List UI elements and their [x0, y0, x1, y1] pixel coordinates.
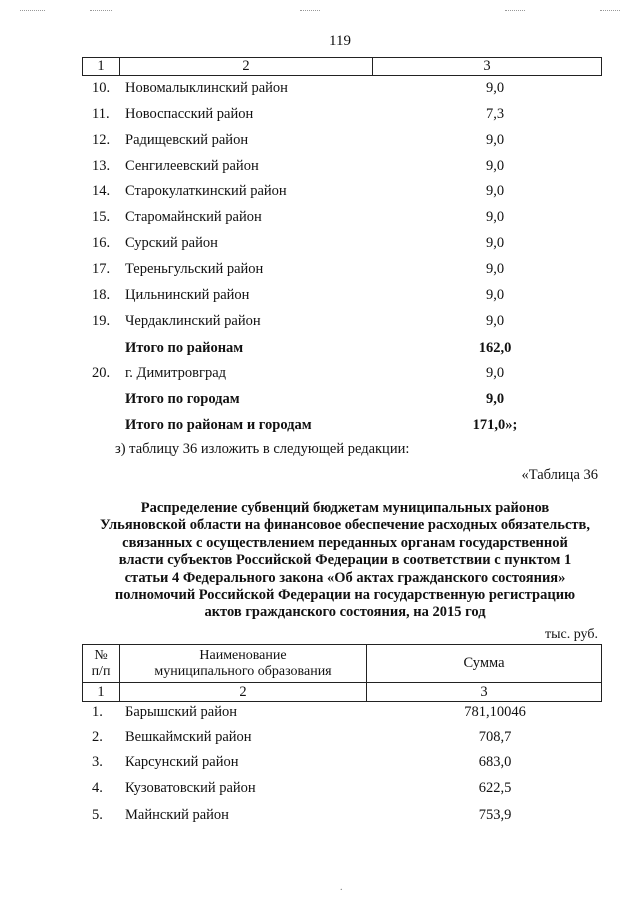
- row-value: 9,0: [485, 391, 505, 407]
- row-value: 622,5: [478, 780, 512, 796]
- row-value: 781,10046: [464, 704, 526, 720]
- table-row: [0, 259, 640, 279]
- row-value: 9,0: [485, 183, 505, 199]
- row-number: 13.: [92, 158, 111, 174]
- row-name: Сурский район: [125, 235, 218, 251]
- row-number: 10.: [92, 80, 111, 96]
- title-line: Ульяновской области на финансовое обеспечение расходных обязательств,: [100, 517, 590, 534]
- row-name: Чердаклинский район: [125, 313, 261, 329]
- row-value: 9,0: [485, 80, 505, 96]
- row-name: Итого по районам и городам: [125, 417, 312, 433]
- row-value: 9,0: [485, 132, 505, 148]
- row-value: 7,3: [485, 106, 505, 122]
- table-row: [0, 338, 640, 358]
- row-name: Карсунский район: [125, 754, 239, 770]
- row-name: Сенгилеевский район: [125, 158, 259, 174]
- row-name: Кузоватовский район: [125, 780, 256, 796]
- table-row: [0, 727, 640, 747]
- table-row: [0, 78, 640, 98]
- title-line: актов гражданского состояния, на 2015 год: [204, 604, 486, 621]
- row-name: Итого по городам: [125, 391, 240, 407]
- row-name: Майнский район: [125, 807, 229, 823]
- row-name: Вешкаймский район: [125, 729, 252, 745]
- table-row: [0, 311, 640, 331]
- table-row: [0, 233, 640, 253]
- table2-col-number: 1: [83, 683, 120, 702]
- row-value: 9,0: [485, 313, 505, 329]
- row-name: Цильнинский район: [125, 287, 250, 303]
- row-name: Итого по районам: [125, 340, 244, 356]
- title-line: полномочий Российской Федерации на государственную регистрацию: [114, 587, 576, 604]
- table1-col-number: 1: [83, 58, 120, 76]
- row-name: Тереньгульский район: [125, 261, 264, 277]
- table-row: [0, 415, 640, 435]
- scan-artifact: [90, 10, 112, 11]
- scan-artifact: [300, 10, 320, 11]
- row-name: Новомалыклинский район: [125, 80, 288, 96]
- page-number: 119: [329, 33, 351, 49]
- row-name: Старокулаткинский район: [125, 183, 287, 199]
- table-title: [60, 500, 630, 622]
- row-number: 12.: [92, 132, 111, 148]
- header-name-cell: Наименование муниципального образования: [120, 645, 367, 683]
- row-number: 19.: [92, 313, 111, 329]
- row-number: 17.: [92, 261, 111, 277]
- row-name: Старомайнский район: [125, 209, 262, 225]
- row-value: 9,0: [485, 365, 505, 381]
- row-number: 1.: [92, 704, 103, 720]
- scan-speck: .: [340, 882, 343, 893]
- table1-col-number: 3: [373, 58, 602, 76]
- row-value: 171,0»;: [472, 417, 518, 433]
- title-line: статьи 4 Федерального закона «Об актах гражданского состояния»: [124, 569, 566, 586]
- row-value: 162,0: [478, 340, 512, 356]
- table-row: [0, 104, 640, 124]
- row-value: 9,0: [485, 209, 505, 225]
- table-row: [0, 181, 640, 201]
- row-number: 18.: [92, 287, 111, 303]
- row-value: 9,0: [485, 235, 505, 251]
- table1-header: [82, 57, 602, 76]
- row-name: Радищевский район: [125, 132, 249, 148]
- row-name: Барышский район: [125, 704, 237, 720]
- title-line: связанных с осуществлением переданных органам государственной: [122, 534, 568, 551]
- table-row: [0, 389, 640, 409]
- row-number: 16.: [92, 235, 111, 251]
- table-row: [0, 156, 640, 176]
- units-label: тыс. руб.: [545, 627, 598, 642]
- title-line: Распределение субвенций бюджетам муниципальных районов: [140, 500, 550, 516]
- row-number: 4.: [92, 780, 103, 796]
- header-sum-cell: Сумма: [367, 645, 602, 683]
- row-value: 683,0: [478, 754, 512, 770]
- row-name: Новоспасский район: [125, 106, 254, 122]
- table-row: [0, 752, 640, 772]
- row-number: 15.: [92, 209, 111, 225]
- row-value: 753,9: [478, 807, 512, 823]
- table-label: «Таблица 36: [521, 467, 598, 483]
- scan-artifact: [600, 10, 620, 11]
- header-number-cell: № п/п: [83, 645, 120, 683]
- row-number: 2.: [92, 729, 103, 745]
- row-number: 20.: [92, 365, 111, 381]
- scan-artifact: [20, 10, 45, 11]
- row-value: 9,0: [485, 287, 505, 303]
- row-value: 9,0: [485, 261, 505, 277]
- table1-col-number: 2: [120, 58, 373, 76]
- table2-col-number: 3: [367, 683, 602, 702]
- table2-col-number: 2: [120, 683, 367, 702]
- row-number: 14.: [92, 183, 111, 199]
- table-row: [0, 207, 640, 227]
- title-line: власти субъектов Российской Федерации в соответствии с пунктом 1: [118, 552, 572, 569]
- row-value: 9,0: [485, 158, 505, 174]
- row-number: 5.: [92, 807, 103, 823]
- table-row: [0, 363, 640, 383]
- table-row: [0, 285, 640, 305]
- table-row: [0, 778, 640, 798]
- table-row: [0, 805, 640, 825]
- table2-header: [82, 644, 602, 702]
- row-value: 708,7: [478, 729, 512, 745]
- row-number: 3.: [92, 754, 103, 770]
- row-name: г. Димитровград: [125, 365, 227, 381]
- table-row: [0, 130, 640, 150]
- scan-artifact: [505, 10, 525, 11]
- row-number: 11.: [92, 106, 110, 122]
- instruction-text: з) таблицу 36 изложить в следующей редакции:: [115, 441, 410, 457]
- table-row: [0, 702, 640, 722]
